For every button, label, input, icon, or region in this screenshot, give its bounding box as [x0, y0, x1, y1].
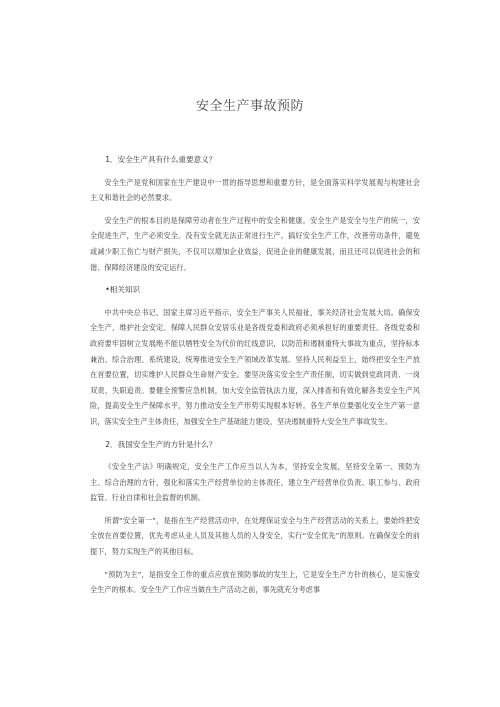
document-title: 安全生产事故预防: [195, 99, 304, 114]
section-heading: •相关知识: [105, 285, 141, 295]
paragraph: 《安全生产法》明确规定，安全生产工作应当以人为本，坚持安全发展，坚持安全第一、预防为主、综合治理的方针，强化和落实生产经营单位的主体责任，建立生产经营单位负责、职工参与、政府监管、行业自律和社会监督的机制。: [90, 462, 420, 503]
paragraph: 安全生产是党和国家在生产建设中一贯的指导思想和重要方针，是全面落实科学发展观与构建社会主义和谐社会的必然要求。: [90, 177, 420, 203]
paragraph: “预防为主”，是指安全工作的重点应放在预防事故的发生上，它是安全生产方针的核心，是实施安全生产的根本。安全生产工作应当做在生产活动之前，事先就充分考虑事: [90, 569, 420, 595]
section-heading: 1．安全生产具有什么重要意义？: [105, 155, 217, 164]
document-body: [90, 152, 420, 605]
paragraph: 安全生产的根本目的是保障劳动者在生产过程中的安全和健康。安全生产是安全与生产的统一，安全促进生产，生产必须安全。没有安全就无法正常进行生产。搞好安全生产工作，改善劳动条件，避免或减少职工伤亡与财产损失，不仅可以增加企业效益，促进企业的健康发展，而且还可以促进社会的和谐、保障经济建设的安定运行。: [90, 215, 420, 272]
section-heading: 2．我国安全生产的方针是什么？: [105, 439, 217, 449]
paragraph: 所谓“安全第一”，是指在生产经营活动中，在处理保证安全与生产经营活动的关系上，要始终把安全放在首要位置，优先考虑从业人员及其他人员的人身安全，实行“安全优先”的原则。在确保安全的前提下，努力实现生产的其他目标。: [90, 515, 420, 557]
paragraph: 中共中央总书记、国家主席习近平指示，安全生产事关人民福祉，事关经济社会发展大局。确保安全生产、维护社会安定、保障人民群众安居乐业是各级党委和政府必须承担好的重要责任。各级党委和政府要牢固树立发展绝不能以牺牲安全为代价的红线意识，以防范和遏制重特大事故为重点，坚持标本兼治、综合治理、系统建设，统筹推进安全生产领域改革发展。坚持人民利益至上，始终把安全生产放在首要位置，切实维护人民群众生命财产安全。要坚决落实安全生产责任制，切实做到党政同责、一岗双责、失职追责。要健全预警应急机制，加大安全监管执法力度，深入排查和有效化解各类安全生产风险，提高安全生产保障水平，努力推动安全生产形势实现根本好转。各生产单位要强化安全生产第一意识，落实安全生产主体责任，加强安全生产基础能力建设，坚决遏制重特大安全生产事故发生。: [90, 307, 420, 426]
